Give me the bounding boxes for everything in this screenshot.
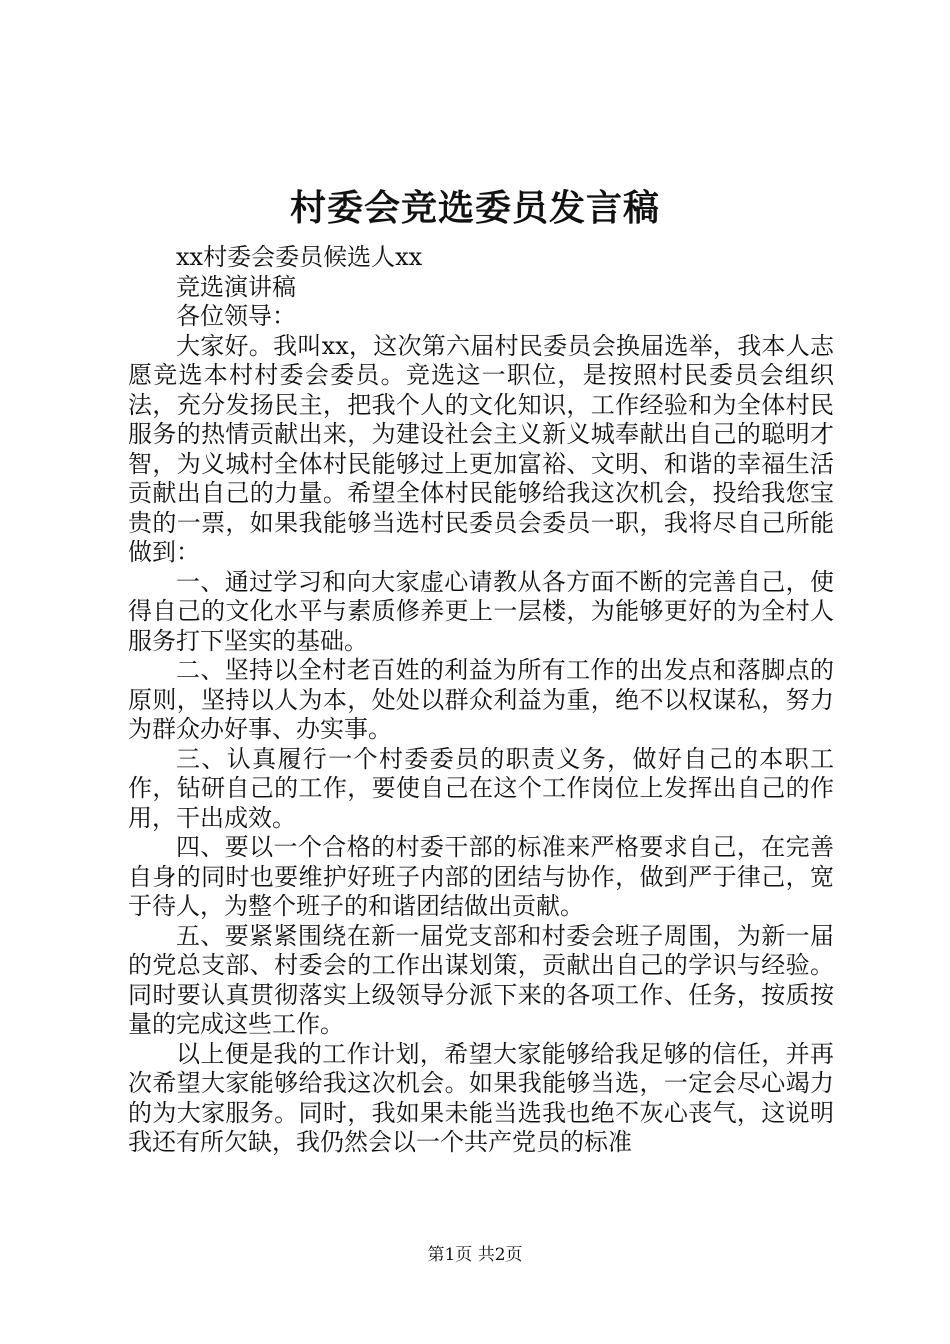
paragraph-point-1: 一、通过学习和向大家虚心请教从各方面不断的完善自己，使得自己的文化水平与素质修养更上一层楼，为能够更好的为全村人服务打下坚实的基础。 (128, 567, 834, 655)
document-body (128, 243, 834, 1158)
page-number-footer: 第1页 共2页 (427, 1245, 523, 1265)
paragraph-salutation: 各位领导： (176, 302, 296, 330)
paragraph-point-5: 五、要紧紧围绕在新一届党支部和村委会班子周围，为新一届的党总支部、村委会的工作出谋划策，贡献出自己的学识与经验。同时要认真贯彻落实上级领导分派下来的各项工作、任务，按质按量的完成这些工作。 (128, 921, 834, 1038)
paragraph-candidate: xx村委会委员候选人xx (176, 243, 423, 271)
paragraph-point-2: 二、坚持以全村老百姓的利益为所有工作的出发点和落脚点的原则，坚持以人为本，处处以群众利益为重，绝不以权谋私，努力为群众办好事、办实事。 (128, 656, 834, 743)
paragraph-point-4: 四、要以一个合格的村委干部的标准来严格要求自己，在完善自身的同时也要维护好班子内部的团结与协作，做到严于律己，宽于待人，为整个班子的和谐团结做出贡献。 (128, 833, 834, 920)
paragraph-intro: 大家好。我叫xx，这次第六届村民委员会换届选举，我本人志愿竞选本村村委会委员。竞选这一职位，是按照村民委员会组织法，充分发扬民主，把我个人的文化知识，工作经验和为全体村民服务的热情贡献出来，为建设社会主义新义城奉献出自己的聪明才智，为义城村全体村民能够过上更加富裕、文明、和谐的幸福生活贡献出自己的力量。希望全体村民能够给我这次机会，投给我您宝贵的一票，如果我能够当选村民委员会委员一职，我将尽自己所能做到： (128, 331, 834, 566)
document-title: 村委会竞选委员发言稿 (289, 187, 660, 229)
paragraph-closing: 以上便是我的工作计划，希望大家能够给我足够的信任，并再次希望大家能够给我这次机会。如果我能够当选，一定会尽心竭力的为大家服务。同时，我如果未能当选我也绝不灰心丧气，这说明我还有所欠缺，我仍然会以一个共产党员的标准 (128, 1039, 834, 1156)
paragraph-subtitle: 竞选演讲稿 (176, 272, 296, 301)
paragraph-point-3: 三、认真履行一个村委委员的职责义务，做好自己的本职工作，钻研自己的工作，要使自己在这个工作岗位上发挥出自己的作用，干出成效。 (128, 744, 834, 832)
